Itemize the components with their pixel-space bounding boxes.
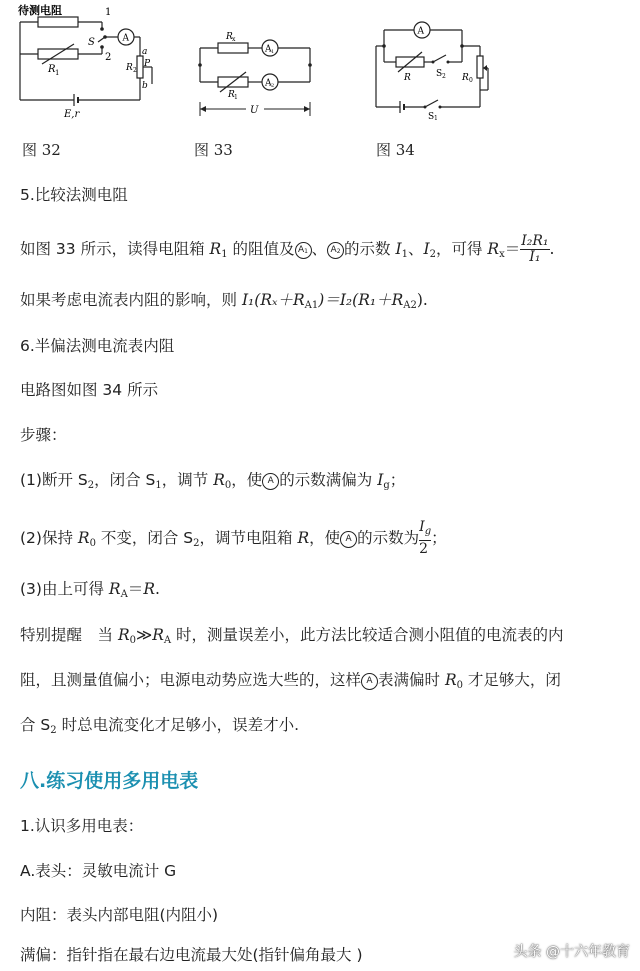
- svg-text:1: 1: [55, 69, 60, 77]
- multimeter-intro: 1.认识多用电表：: [20, 817, 144, 835]
- svg-text:E,r: E,r: [64, 109, 80, 120]
- figure-33-caption: 图 33: [194, 141, 233, 159]
- svg-text:1: 1: [234, 94, 238, 101]
- svg-text:2: 2: [105, 52, 112, 63]
- svg-text:R: R: [226, 32, 233, 42]
- svg-text:R: R: [462, 73, 469, 83]
- paragraph-compare-method: 如图 33 所示，读得电阻箱 $R_1$ 的阻值及 $A_1$ 、 $A_2$ 的示数 $I_1$、$I_2$，可得 $R_x=$ $\frac{\text{I₂R₁}}{\text{I₁}}$ .: [20, 233, 555, 265]
- svg-text:S: S: [436, 69, 443, 79]
- meter-head: A.表头：灵敏电流计 G: [20, 862, 177, 880]
- svg-text:2: 2: [271, 83, 275, 89]
- svg-text:S: S: [88, 37, 95, 48]
- svg-text:2: 2: [442, 73, 446, 80]
- step-3: (3)由上可得 $R_A=R$.: [20, 580, 160, 600]
- internal-resistance: 内阻：表头内部电阻(内阻小): [20, 906, 219, 924]
- fraction-rx: $\frac{\text{I₂R₁}}{\text{I₁}}$: [521, 233, 549, 265]
- svg-text:x: x: [232, 36, 236, 43]
- svg-text:U: U: [250, 105, 259, 116]
- svg-text:1: 1: [271, 49, 275, 55]
- ammeter-icon: A: [361, 673, 378, 690]
- svg-text:1: 1: [105, 7, 112, 18]
- ammeter-icon: A: [340, 531, 357, 548]
- heading-6: 6.半偏法测电流表内阻: [20, 337, 175, 355]
- note-line-1: 特别提醒 当 $R_0≫R_A$ 时，测量误差小，此方法比较适合测小阻值的电流表的内: [20, 626, 564, 646]
- svg-text:1: 1: [434, 115, 438, 120]
- ammeter-a1-icon: $A_1$: [295, 242, 312, 259]
- fraction-ig-half: $\frac{I_g}{2}$: [419, 519, 432, 557]
- svg-text:a: a: [142, 47, 148, 57]
- full-scale: 满偏：指针指在最右边电流最大处(指针偏角最大 ): [20, 946, 363, 964]
- section-8-title: 八.练习使用多用电表: [20, 770, 199, 792]
- watermark: 头条 @十六年教育: [513, 944, 630, 960]
- heading-5: 5.比较法测电阻: [20, 186, 128, 204]
- figure-33-circuit: [188, 26, 328, 121]
- svg-text:0: 0: [469, 77, 473, 84]
- svg-text:2: 2: [133, 67, 137, 74]
- ammeter-a2-icon: $A_2$: [327, 242, 344, 259]
- figure-34-circuit: [366, 12, 516, 120]
- paragraph-circuit-fig34: 电路图如图 34 所示: [20, 381, 159, 399]
- svg-text:A: A: [122, 33, 129, 44]
- svg-text:P: P: [144, 59, 151, 69]
- svg-text:R: R: [48, 64, 56, 75]
- svg-text:A: A: [417, 26, 424, 37]
- figure-34-caption: 图 34: [376, 141, 415, 159]
- paragraph-ammeter-resistance: 如果考虑电流表内阻的影响，则 $I_1(R_x+R_{A1})=I_2(R_1+R_{A2})$.: [20, 291, 428, 311]
- figure-32-caption: 图 32: [22, 141, 61, 159]
- svg-text:R: R: [228, 90, 235, 100]
- svg-text:S: S: [428, 112, 435, 120]
- step-1: (1)断开 $S_2$，闭合 $S_1$，调节 $R_0$，使 A 的示数满偏为 $I_g$；: [20, 471, 406, 491]
- svg-text:R: R: [126, 63, 133, 73]
- paragraph-steps-label: 步骤：: [20, 426, 67, 444]
- note-line-2: 阻，且测量值偏小；电源电动势应选大些的，这样 A 表满偏时 $R_0$ 才足够大，闭: [20, 671, 561, 691]
- svg-text:A: A: [265, 78, 272, 89]
- svg-text:b: b: [142, 81, 148, 91]
- figure-32-circuit: [14, 4, 164, 124]
- svg-text:R: R: [404, 73, 411, 83]
- step-2: (2)保持 $R_0$ 不变，闭合 $S_2$，调节电阻箱 R，使 A 的示数为 $\frac{I_g}{2}$ ；: [20, 519, 447, 557]
- ammeter-icon: A: [262, 473, 279, 490]
- note-line-3: 合 $S_2$ 时总电流变化才足够小，误差才小.: [20, 716, 300, 736]
- svg-text:A: A: [265, 44, 272, 55]
- fig32-title: 待测电阻: [18, 4, 62, 17]
